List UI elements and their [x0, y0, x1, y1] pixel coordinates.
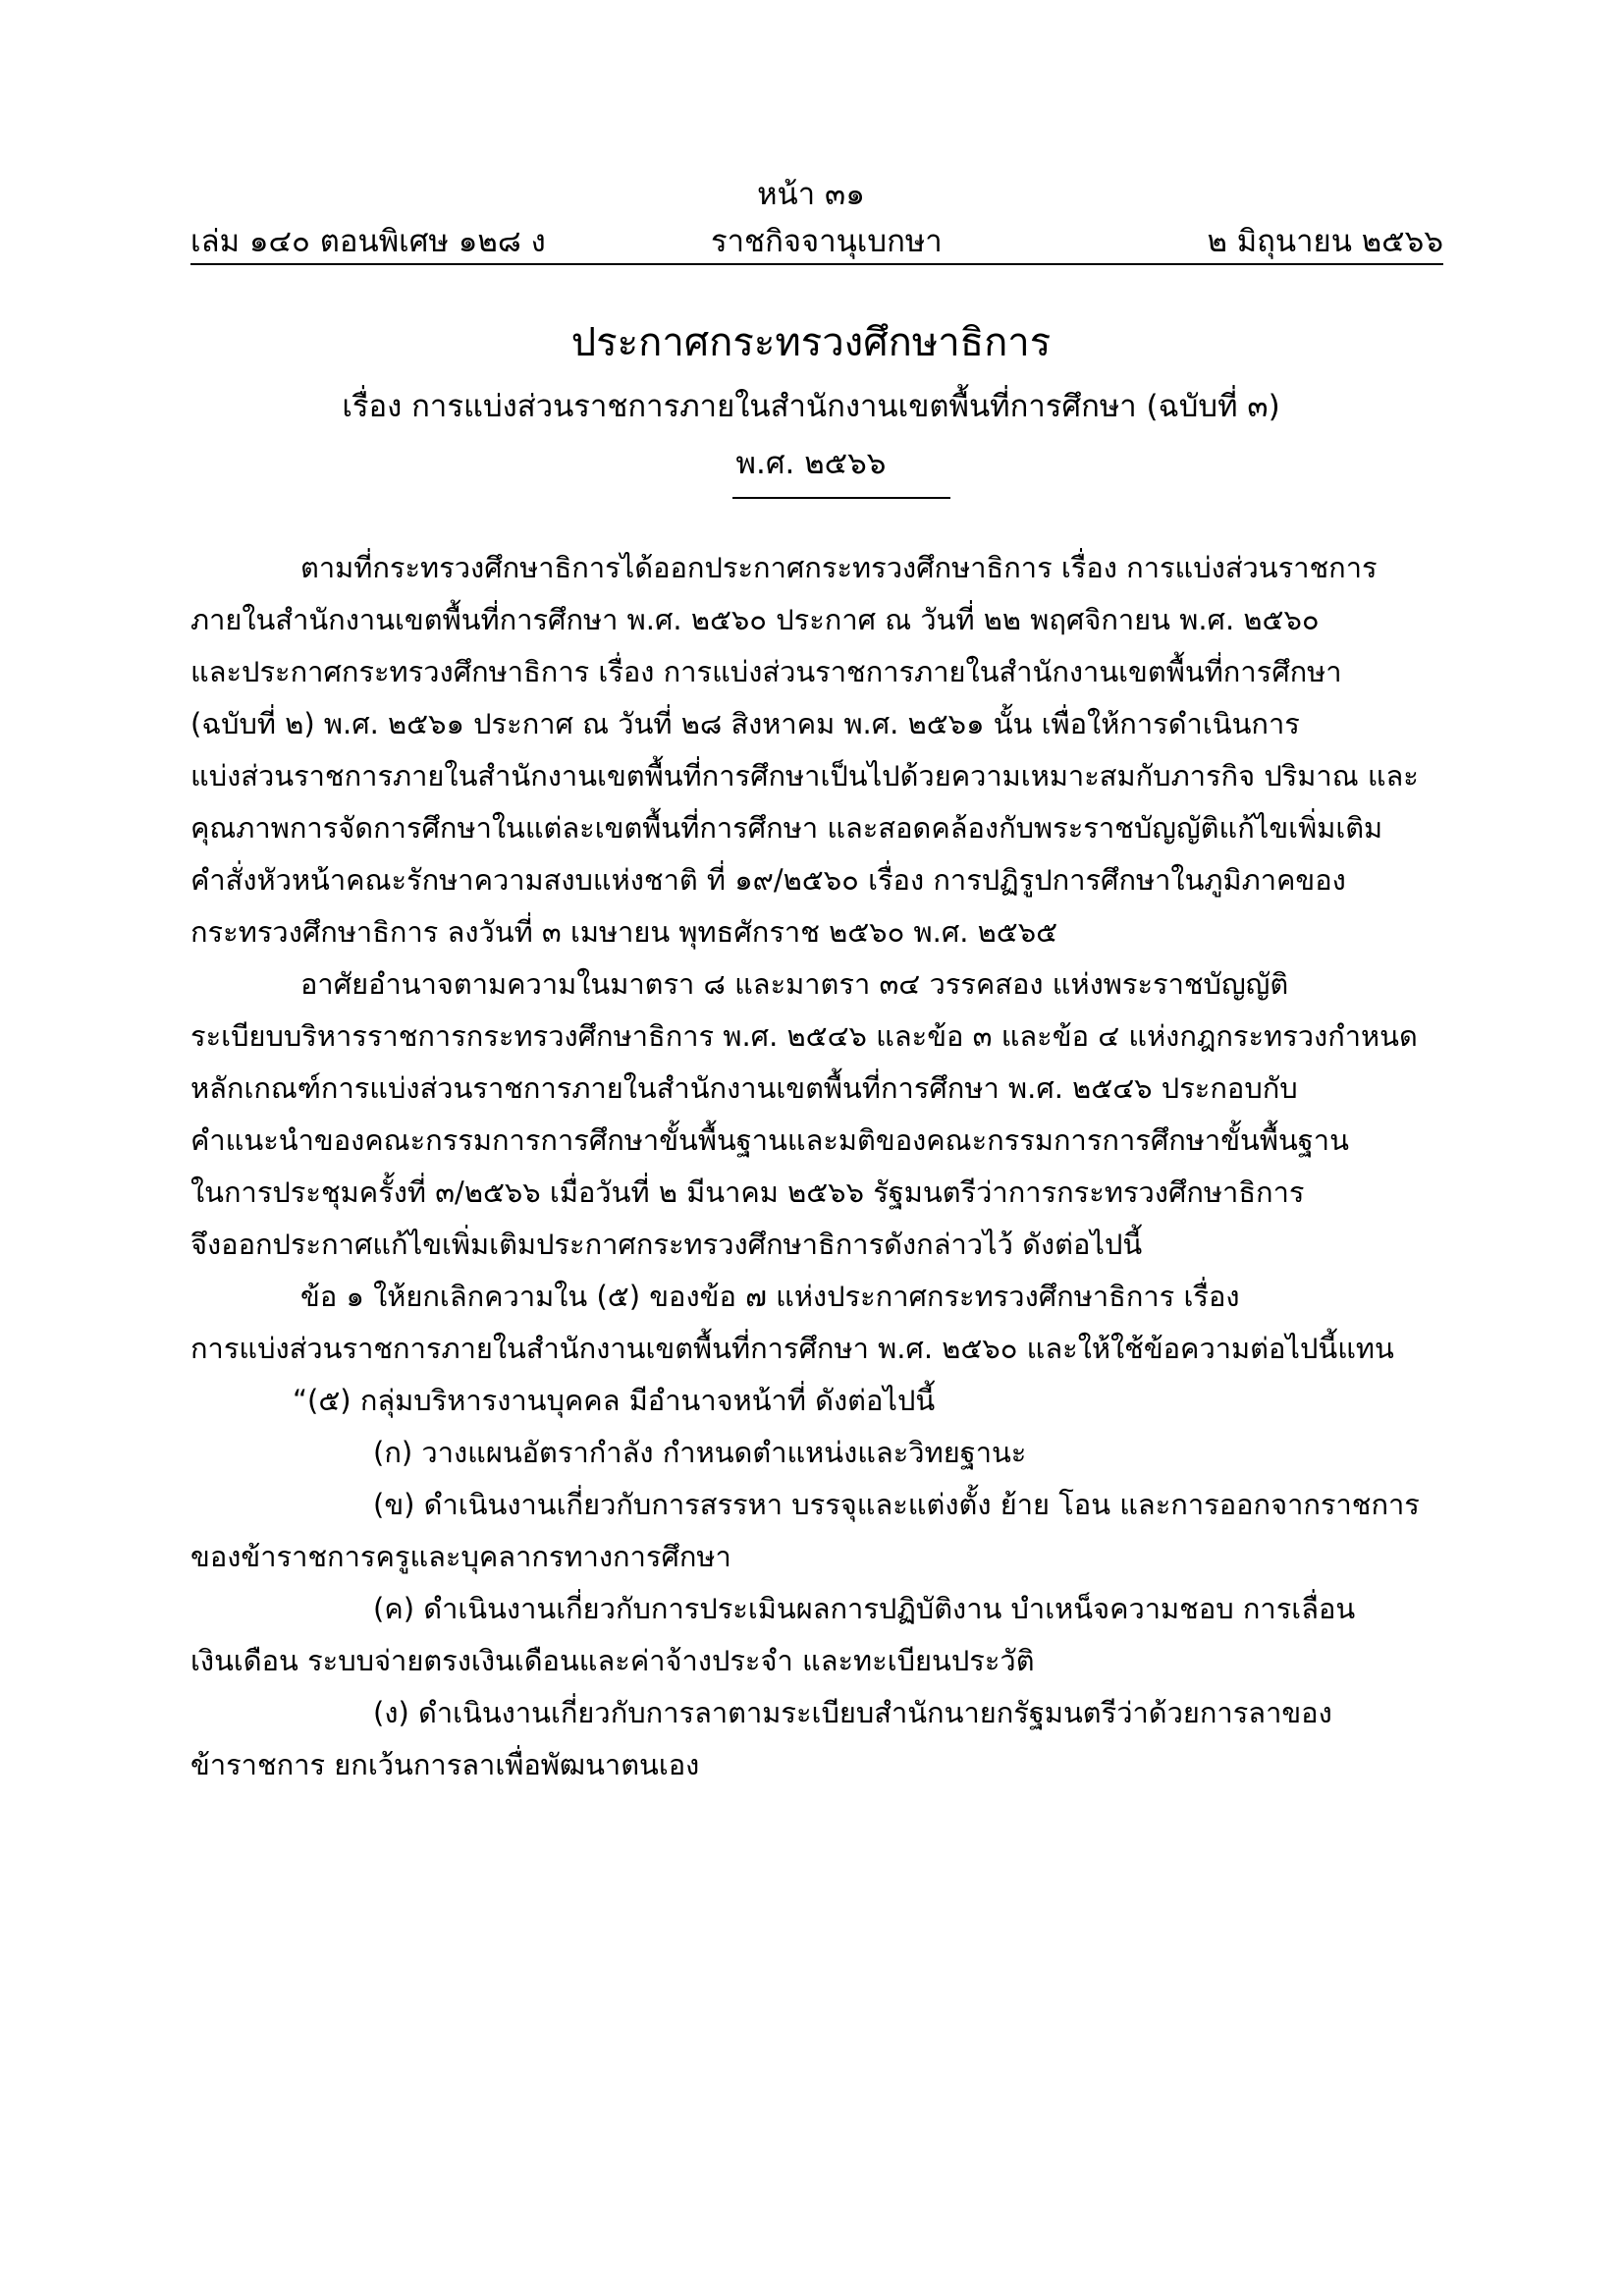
- title-divider: [732, 497, 950, 499]
- body-line: อาศัยอำนาจตามความในมาตรา ๘ และมาตรา ๓๔ วรรคสอง แห่งพระราชบัญญัติ: [300, 967, 1289, 1001]
- page-number: หน้า ๓๑: [757, 177, 865, 212]
- body-line: ข้าราชการ ยกเว้นการลาเพื่อพัฒนาตนเอง: [190, 1748, 700, 1781]
- body-line: ในการประชุมครั้งที่ ๓/๒๕๖๖ เมื่อวันที่ ๒ มีนาคม ๒๕๖๖ รัฐมนตรีว่าการกระทรวงศึกษาธิการ: [190, 1175, 1305, 1209]
- sub-item-a: (ก) วางแผนอัตรากำลัง กำหนดตำแหน่งและวิทยฐานะ: [373, 1436, 1027, 1469]
- body-line: ระเบียบบริหารราชการกระทรวงศึกษาธิการ พ.ศ. ๒๕๔๖ และข้อ ๓ และข้อ ๔ แห่งกฎกระทรวงกำหนด: [190, 1019, 1418, 1053]
- publication-date: ๒ มิถุนายน ๒๕๖๖: [1207, 224, 1443, 259]
- item-5-heading: “(๕) กลุ่มบริหารงานบุคคล มีอำนาจหน้าที่ ดังต่อไปนี้: [293, 1384, 936, 1417]
- clause-1-line: ข้อ ๑ ให้ยกเลิกความใน (๕) ของข้อ ๗ แห่งประกาศกระทรวงศึกษาธิการ เรื่อง: [300, 1280, 1240, 1313]
- body-line: จึงออกประกาศแก้ไขเพิ่มเติมประกาศกระทรวงศึกษาธิการดังกล่าวไว้ ดังต่อไปนี้: [190, 1228, 1143, 1261]
- sub-item-d: (ง) ดำเนินงานเกี่ยวกับการลาตามระเบียบสำนักนายกรัฐมนตรีว่าด้วยการลาของ: [373, 1696, 1332, 1729]
- volume-info: เล่ม ๑๔๐ ตอนพิเศษ ๑๒๘ ง: [190, 224, 546, 259]
- sub-item-b: (ข) ดำเนินงานเกี่ยวกับการสรรหา บรรจุและแต่งตั้ง ย้าย โอน และการออกจากราชการ: [373, 1488, 1420, 1521]
- body-line: คำแนะนำของคณะกรรมการการศึกษาขั้นพื้นฐานและมติของคณะกรรมการการศึกษาขั้นพื้นฐาน: [190, 1123, 1349, 1157]
- sub-item-c: (ค) ดำเนินงานเกี่ยวกับการประเมินผลการปฏิบัติงาน บำเหน็จความชอบ การเลื่อน: [373, 1592, 1356, 1625]
- body-line: (ฉบับที่ ๒) พ.ศ. ๒๕๖๑ ประกาศ ณ วันที่ ๒๘ สิงหาคม พ.ศ. ๒๕๖๑ นั้น เพื่อให้การดำเนินการ: [190, 707, 1300, 740]
- document-year: พ.ศ. ๒๕๖๖: [735, 446, 887, 481]
- body-line: ของข้าราชการครูและบุคลากรทางการศึกษา: [190, 1540, 731, 1573]
- body-line: แบ่งส่วนราชการภายในสำนักงานเขตพื้นที่การศึกษาเป็นไปด้วยความเหมาะสมกับภารกิจ ปริมาณ และ: [190, 759, 1419, 793]
- document-body: [190, 542, 1443, 1791]
- body-line: เงินเดือน ระบบจ่ายตรงเงินเดือนและค่าจ้างประจำ และทะเบียนประวัติ: [190, 1644, 1035, 1677]
- document-title: ประกาศกระทรวงศึกษาธิการ: [570, 320, 1052, 365]
- gazette-header: [190, 216, 1443, 261]
- body-line: การแบ่งส่วนราชการภายในสำนักงานเขตพื้นที่การศึกษา พ.ศ. ๒๕๖๐ และให้ใช้ข้อความต่อไปนี้แทน: [190, 1332, 1394, 1365]
- body-line: คุณภาพการจัดการศึกษาในแต่ละเขตพื้นที่การศึกษา และสอดคล้องกับพระราชบัญญัติแก้ไขเพิ่มเติม: [190, 811, 1383, 845]
- body-line: คำสั่งหัวหน้าคณะรักษาความสงบแห่งชาติ ที่ ๑๙/๒๕๖๐ เรื่อง การปฏิรูปการศึกษาในภูมิภาคของ: [190, 863, 1346, 897]
- header-divider: [190, 263, 1443, 265]
- document-subject: เรื่อง การแบ่งส่วนราชการภายในสำนักงานเขตพื้นที่การศึกษา (ฉบับที่ ๓): [342, 389, 1280, 424]
- body-line: ตามที่กระทรวงศึกษาธิการได้ออกประกาศกระทรวงศึกษาธิการ เรื่อง การแบ่งส่วนราชการ: [300, 551, 1378, 584]
- gazette-name: ราชกิจจานุเบกษา: [711, 224, 943, 259]
- body-line: ภายในสำนักงานเขตพื้นที่การศึกษา พ.ศ. ๒๕๖๐ ประกาศ ณ วันที่ ๒๒ พฤศจิกายน พ.ศ. ๒๕๖๐: [190, 603, 1320, 636]
- body-line: กระทรวงศึกษาธิการ ลงวันที่ ๓ เมษายน พุทธศักราช ๒๕๖๐ พ.ศ. ๒๕๖๕: [190, 915, 1058, 949]
- body-line: และประกาศกระทรวงศึกษาธิการ เรื่อง การแบ่งส่วนราชการภายในสำนักงานเขตพื้นที่การศึกษา: [190, 655, 1342, 688]
- body-line: หลักเกณฑ์การแบ่งส่วนราชการภายในสำนักงานเขตพื้นที่การศึกษา พ.ศ. ๒๕๔๖ ประกอบกับ: [190, 1071, 1298, 1105]
